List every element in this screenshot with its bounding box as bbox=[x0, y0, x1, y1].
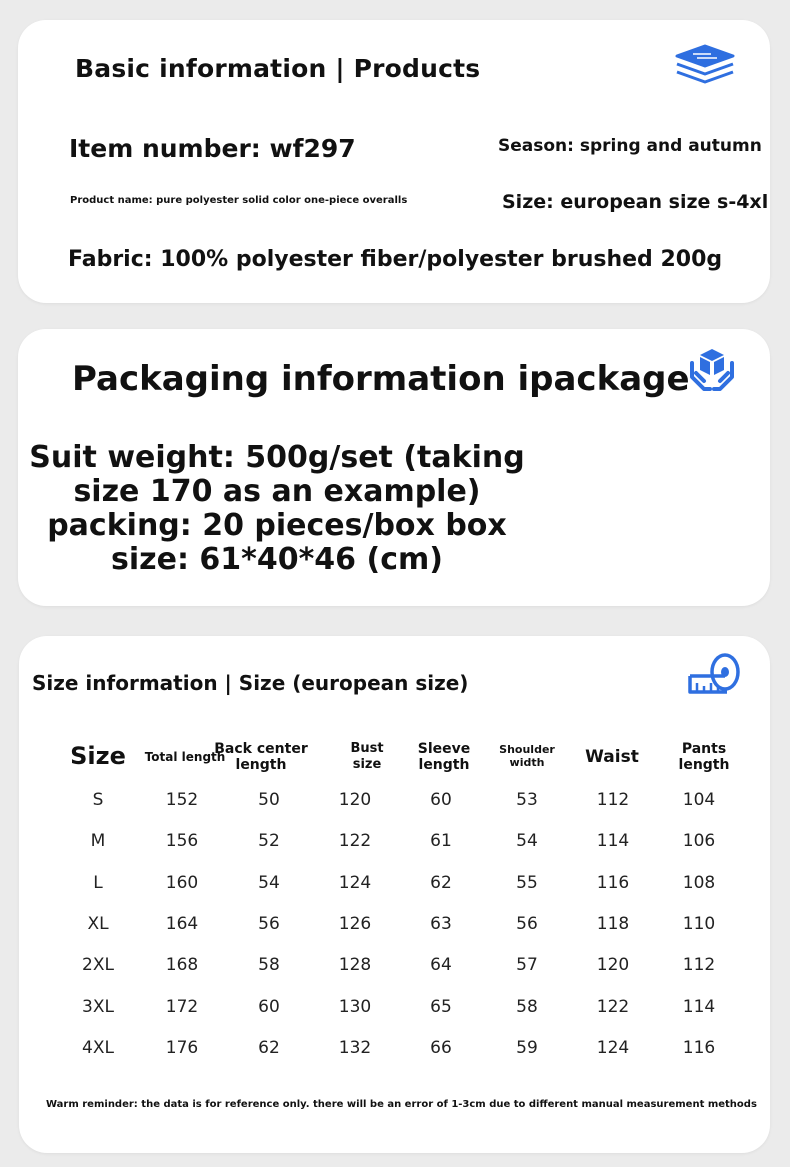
size-label-cell: L bbox=[93, 872, 103, 893]
header-waist: Waist bbox=[585, 747, 639, 767]
size-label-cell: 2XL bbox=[82, 955, 114, 976]
measuring-tape-icon bbox=[687, 652, 741, 696]
table-cell: 112 bbox=[596, 790, 630, 810]
table-cell: 62 bbox=[430, 872, 452, 893]
packaging-info-card bbox=[18, 329, 770, 606]
header-size: Size bbox=[70, 742, 126, 770]
header-total-length: Total length bbox=[144, 750, 226, 764]
packaging-title: Packaging information ipackage bbox=[72, 359, 690, 399]
table-cell: 114 bbox=[596, 831, 630, 852]
table-cell: 114 bbox=[682, 996, 716, 1017]
table-cell: 120 bbox=[338, 790, 372, 810]
table-cell: 63 bbox=[430, 913, 452, 934]
table-cell: 112 bbox=[682, 955, 716, 976]
table-cell: 56 bbox=[258, 913, 280, 934]
hands-box-icon bbox=[688, 347, 736, 393]
basic-info-title: Basic information | Products bbox=[75, 54, 481, 83]
warm-reminder: Warm reminder: the data is for reference only. there will be an error of 1-3cm due to different manual measurement methods bbox=[46, 1099, 757, 1110]
table-cell: 64 bbox=[430, 955, 452, 976]
table-cell: 124 bbox=[596, 1037, 630, 1058]
table-cell: 128 bbox=[338, 955, 372, 976]
fabric: Fabric: 100% polyester fiber/polyester brushed 200g bbox=[68, 247, 723, 272]
packaging-line: size: 61*40*46 (cm) bbox=[111, 542, 443, 577]
table-cell: 118 bbox=[596, 913, 630, 934]
table-cell: 156 bbox=[165, 831, 199, 852]
size-range: Size: european size s-4xl bbox=[502, 191, 769, 213]
header-shoulder-width: Shoulder width bbox=[499, 743, 555, 769]
table-cell: 104 bbox=[682, 790, 716, 810]
table-cell: 116 bbox=[596, 872, 630, 893]
table-cell: 124 bbox=[338, 872, 372, 893]
packaging-details bbox=[18, 441, 536, 577]
item-number: Item number: wf297 bbox=[69, 134, 356, 163]
size-label-cell: XL bbox=[87, 913, 109, 934]
size-label-cell: 3XL bbox=[82, 996, 114, 1017]
packaging-line: packing: 20 pieces/box box bbox=[47, 508, 507, 543]
size-info-title: Size information | Size (european size) bbox=[32, 671, 469, 695]
table-cell: 54 bbox=[258, 872, 280, 893]
table-cell: 55 bbox=[516, 872, 538, 893]
table-cell: 110 bbox=[682, 913, 716, 934]
table-cell: 66 bbox=[430, 1037, 452, 1058]
packaging-line: Suit weight: 500g/set (taking bbox=[29, 440, 525, 475]
table-cell: 172 bbox=[165, 996, 199, 1017]
table-cell: 116 bbox=[682, 1037, 716, 1058]
table-cell: 130 bbox=[338, 996, 372, 1017]
basic-info-card bbox=[18, 20, 770, 303]
table-cell: 57 bbox=[516, 955, 538, 976]
size-label-cell: S bbox=[92, 790, 104, 810]
table-cell: 60 bbox=[258, 996, 280, 1017]
table-cell: 52 bbox=[258, 831, 280, 852]
table-cell: 59 bbox=[516, 1037, 538, 1058]
size-label-cell: 4XL bbox=[82, 1037, 114, 1058]
table-cell: 168 bbox=[165, 955, 199, 976]
table-cell: 164 bbox=[165, 913, 199, 934]
table-cell: 56 bbox=[516, 913, 538, 934]
table-cell: 176 bbox=[165, 1037, 199, 1058]
table-cell: 54 bbox=[516, 831, 538, 852]
table-cell: 120 bbox=[596, 955, 630, 976]
table-cell: 50 bbox=[258, 790, 280, 810]
table-cell: 160 bbox=[165, 872, 199, 893]
table-cell: 122 bbox=[338, 831, 372, 852]
header-back-center-length: Back center length bbox=[214, 741, 308, 773]
table-cell: 122 bbox=[596, 996, 630, 1017]
table-cell: 152 bbox=[165, 790, 199, 810]
table-cell: 126 bbox=[338, 913, 372, 934]
table-cell: 132 bbox=[338, 1037, 372, 1058]
table-cell: 62 bbox=[258, 1037, 280, 1058]
stacked-layers-icon bbox=[673, 42, 737, 86]
table-cell: 60 bbox=[430, 790, 452, 810]
header-bust-size: Bust size bbox=[350, 741, 384, 772]
packaging-line: size 170 as an example) bbox=[73, 474, 481, 509]
table-cell: 58 bbox=[258, 955, 280, 976]
table-cell: 53 bbox=[516, 790, 538, 810]
table-cell: 65 bbox=[430, 996, 452, 1017]
table-cell: 58 bbox=[516, 996, 538, 1017]
size-info-card bbox=[19, 636, 770, 1153]
season: Season: spring and autumn bbox=[498, 136, 762, 156]
product-name: Product name: pure polyester solid color one-piece overalls bbox=[70, 195, 408, 206]
header-sleeve-length: Sleeve length bbox=[417, 741, 471, 773]
table-cell: 106 bbox=[682, 831, 716, 852]
table-cell: 108 bbox=[682, 872, 716, 893]
table-cell: 61 bbox=[430, 831, 452, 852]
header-pants-length: Pants length bbox=[678, 741, 730, 773]
size-label-cell: M bbox=[90, 831, 106, 852]
